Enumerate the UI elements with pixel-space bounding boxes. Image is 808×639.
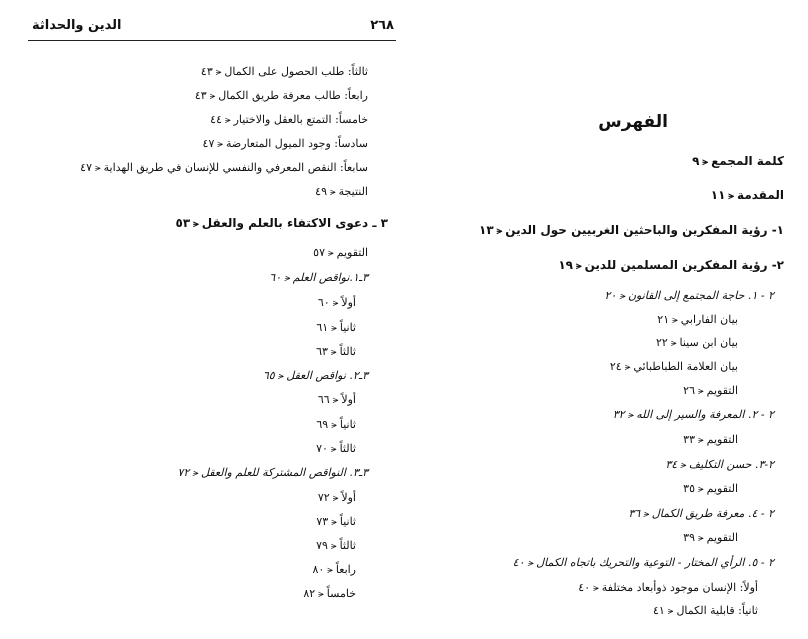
toc-entry-page: ٦٠ (269, 271, 282, 284)
toc-entry-page: ٦٦ (317, 393, 330, 406)
toc-entry-title: ٢- رؤية المفكرين المسلمين للدين (584, 258, 784, 272)
toc-entry-page: ٨٢ (303, 587, 316, 600)
toc-entry (683, 530, 738, 547)
toc-entry-title: ثالثاً: طلب الحصول على الكمال (224, 65, 368, 78)
toc-entry-title: ثانياً (339, 418, 356, 431)
toc-entry (201, 64, 368, 81)
toc-entry-title: ٢ - ١. حاجة المجتمع إلى القانون (627, 289, 774, 302)
pointer-arrow-icon: ⪪ (332, 298, 339, 309)
toc-entry-title: أولاً (341, 491, 356, 504)
toc-entry-page: ٣٣ (683, 433, 695, 446)
toc-entry-page: ٥٧ (313, 246, 325, 259)
toc-entry-page: ٤٣ (194, 89, 207, 102)
pointer-arrow-icon: ⪪ (284, 273, 290, 284)
toc-entry-title: التقويم (706, 433, 738, 446)
toc-entry (613, 407, 774, 424)
pointer-arrow-icon: ⪪ (215, 67, 222, 78)
toc-entry-page: ٦١ (316, 321, 329, 334)
toc-entry-title: ثانياً: قابلية الكمال (676, 604, 758, 617)
pointer-arrow-icon: ⪪ (527, 558, 534, 569)
toc-entry-page: ٧٢ (317, 491, 330, 504)
toc-entry-page: ٤٠ (578, 581, 591, 594)
toc-entry (312, 562, 356, 579)
toc-entry (513, 555, 774, 572)
toc-entry-page: ٦٣ (316, 345, 328, 358)
toc-entry-title: كلمة المجمع (711, 154, 784, 168)
toc-entry (683, 432, 738, 449)
toc-entry (479, 222, 784, 240)
toc-entry-title: النتيجة (338, 185, 368, 198)
pointer-arrow-icon: ⪪ (670, 338, 677, 349)
toc-entry (203, 136, 368, 153)
pointer-arrow-icon: ⪪ (332, 395, 339, 406)
toc-entry-title: ٢-٣. حسن التكليف (688, 458, 774, 471)
toc-entry-page: ٦٩ (316, 418, 329, 431)
pointer-arrow-icon: ⪪ (318, 589, 324, 600)
toc-entry-title: ثانياً (339, 515, 356, 528)
toc-entry-title: رابعاً (335, 563, 356, 576)
toc-entry-title: ١- رؤية المفكرين والباحثين الغربيين حول الدين (505, 223, 784, 237)
toc-entry-page: ٤٩ (315, 185, 327, 198)
toc-entry-title: ثالثاً (339, 345, 356, 358)
pointer-arrow-icon: ⪪ (328, 248, 334, 259)
toc-entry-page: ٥٣ (175, 216, 191, 230)
toc-entry-page: ١٣ (479, 223, 494, 237)
toc-entry-page: ٧٩ (316, 539, 328, 552)
toc-entry (657, 312, 738, 329)
toc-title: الفهرس (598, 112, 668, 132)
toc-entry (558, 257, 784, 275)
toc-entry (316, 514, 356, 531)
toc-entry (315, 184, 368, 201)
toc-entry-page: ٧٢ (177, 466, 190, 479)
toc-entry-page: ٢١ (657, 313, 670, 326)
pointer-arrow-icon: ⪪ (327, 565, 333, 576)
toc-entry (316, 344, 356, 361)
toc-entry (605, 288, 775, 305)
pointer-arrow-icon: ⪪ (627, 410, 634, 421)
toc-entry-page: ٦٠ (317, 296, 330, 309)
toc-entry-page: ١١ (710, 188, 726, 202)
right-page (404, 0, 808, 639)
pointer-arrow-icon: ⪪ (702, 157, 709, 168)
toc-entry-title: بيان العلامة الطباطبائي (633, 360, 738, 373)
toc-entry (711, 187, 784, 205)
pointer-arrow-icon: ⪪ (331, 323, 337, 334)
toc-entry (610, 359, 738, 376)
toc-entry-page: ٤٣ (200, 65, 213, 78)
pointer-arrow-icon: ⪪ (593, 583, 599, 594)
toc-entry-title: بيان الفارابي (680, 313, 738, 326)
toc-entry (683, 481, 738, 498)
pointer-arrow-icon: ⪪ (209, 91, 216, 102)
toc-entry-title: سابعاً: النقص المعرفي والنفسي للإنسان في طريق الهداية (103, 161, 368, 174)
toc-entry-page: ٢٢ (656, 336, 668, 349)
pointer-arrow-icon: ⪪ (330, 444, 337, 455)
toc-entry (683, 383, 738, 400)
pointer-arrow-icon: ⪪ (698, 435, 704, 446)
toc-entry (303, 586, 356, 603)
toc-entry-page: ٢٠ (604, 289, 617, 302)
toc-entry-page: ٢٦ (683, 384, 695, 397)
toc-entry-title: خامساً (326, 587, 356, 600)
toc-entry-title: التقويم (706, 531, 738, 544)
toc-entry-title: أولاً (341, 393, 356, 406)
pointer-arrow-icon: ⪪ (330, 347, 337, 358)
toc-entry-title: ٢ - ٤. معرفة طريق الكمال (651, 507, 774, 520)
toc-entry-title: ٣ـ٣. النواقص المشتركة للعلم والعقل (200, 466, 368, 479)
toc-entry-title: ٣ـ١.نواقص العلم (292, 271, 368, 284)
toc-entry (263, 368, 368, 385)
toc-entry (210, 112, 368, 129)
toc-entry-page: ٨٠ (312, 563, 325, 576)
toc-entry (318, 295, 356, 312)
toc-entry-title: المقدمة (737, 188, 784, 202)
pointer-arrow-icon: ⪪ (192, 468, 198, 479)
pointer-arrow-icon: ⪪ (329, 187, 336, 198)
pointer-arrow-icon: ⪪ (332, 493, 339, 504)
toc-entry (195, 88, 368, 105)
toc-entry-page: ٤٧ (80, 161, 92, 174)
pointer-arrow-icon: ⪪ (619, 291, 625, 302)
pointer-arrow-icon: ⪪ (193, 219, 199, 230)
toc-entry-title: أولاً: الإنسان موجود ذوأبعاد مختلفة (601, 581, 758, 594)
toc-entry (176, 215, 389, 233)
pointer-arrow-icon: ⪪ (680, 460, 686, 471)
pointer-arrow-icon: ⪪ (643, 509, 649, 520)
toc-entry (692, 153, 784, 171)
toc-entry-title: التقويم (336, 246, 368, 259)
pointer-arrow-icon: ⪪ (624, 362, 631, 373)
toc-entry-title: سادساً: وجود الميول المتعارضة (226, 137, 368, 150)
toc-entry (80, 160, 368, 177)
pointer-arrow-icon: ⪪ (728, 191, 735, 202)
toc-entry-page: ٤٤ (210, 113, 222, 126)
toc-entry-page: ٣٤ (665, 458, 678, 471)
toc-entry-title: ٢ - ٢. المعرفة والسير إلى الله (636, 408, 774, 421)
toc-entry (653, 603, 758, 620)
toc-entry-page: ٧٠ (316, 442, 328, 455)
toc-entry (316, 320, 356, 337)
toc-entry-title: ٣ـ٢. نواقص العقل (286, 369, 368, 382)
pointer-arrow-icon: ⪪ (698, 386, 704, 397)
pointer-arrow-icon: ⪪ (94, 163, 101, 174)
pointer-arrow-icon: ⪪ (698, 484, 704, 495)
toc-entry-title: ٣ ـ دعوى الاكتفاء بالعلم والعقل (201, 216, 388, 230)
toc-entry (269, 270, 368, 287)
toc-entry-title: أولاً (341, 296, 356, 309)
pointer-arrow-icon: ⪪ (217, 139, 224, 150)
toc-entry-page: ١٩ (558, 258, 573, 272)
toc-entry (578, 580, 758, 597)
toc-entry-page: ٢٤ (609, 360, 622, 373)
toc-entry-title: التقويم (706, 482, 738, 495)
toc-entry (656, 335, 738, 352)
toc-entry (628, 506, 774, 523)
toc-entry (316, 441, 356, 458)
toc-entry-page: ٧٣ (316, 515, 329, 528)
toc-entry-title: ٢ - ٥. الرأي المختار - التوعية والتحريك باتجاه الكمال (536, 556, 774, 569)
toc-entry-page: ٣٩ (683, 531, 695, 544)
pointer-arrow-icon: ⪪ (331, 517, 337, 528)
toc-entry (665, 457, 774, 474)
toc-entry-page: ٤٠ (512, 556, 525, 569)
toc-entry-title: بيان ابن سينا (679, 336, 738, 349)
toc-entry-page: ٦٥ (262, 369, 275, 382)
page-number: ٢٦٨ (370, 18, 394, 33)
book-title: الدين والحداثة (32, 18, 122, 33)
toc-entry-title: خامساً: التمتع بالعقل والاختيار (233, 113, 368, 126)
toc-entry-page: ٤٧ (202, 137, 215, 150)
toc-entry (316, 538, 356, 555)
toc-entry (318, 490, 356, 507)
toc-entry-page: ٩ (692, 154, 700, 168)
toc-entry (313, 245, 368, 262)
toc-entry-title: ثالثاً (339, 539, 356, 552)
pointer-arrow-icon: ⪪ (667, 606, 674, 617)
pointer-arrow-icon: ⪪ (277, 371, 284, 382)
toc-entry-page: ٣٢ (612, 408, 625, 421)
toc-entry (318, 392, 356, 409)
toc-entry (177, 465, 368, 482)
pointer-arrow-icon: ⪪ (224, 115, 231, 126)
toc-entry-title: ثانياً (339, 321, 356, 334)
toc-entry-page: ٣٦ (628, 507, 641, 520)
pointer-arrow-icon: ⪪ (672, 315, 678, 326)
running-header (28, 14, 396, 41)
toc-entry (316, 417, 356, 434)
pointer-arrow-icon: ⪪ (575, 261, 582, 272)
pointer-arrow-icon: ⪪ (330, 541, 337, 552)
pointer-arrow-icon: ⪪ (331, 420, 337, 431)
toc-entry-title: التقويم (706, 384, 738, 397)
toc-entry-title: رابعاً: طالب معرفة طريق الكمال (218, 89, 368, 102)
toc-entry-title: ثالثاً (339, 442, 356, 455)
toc-entry-page: ٣٥ (683, 482, 695, 495)
pointer-arrow-icon: ⪪ (698, 533, 704, 544)
pointer-arrow-icon: ⪪ (496, 226, 503, 237)
toc-entry-page: ٤١ (652, 604, 665, 617)
